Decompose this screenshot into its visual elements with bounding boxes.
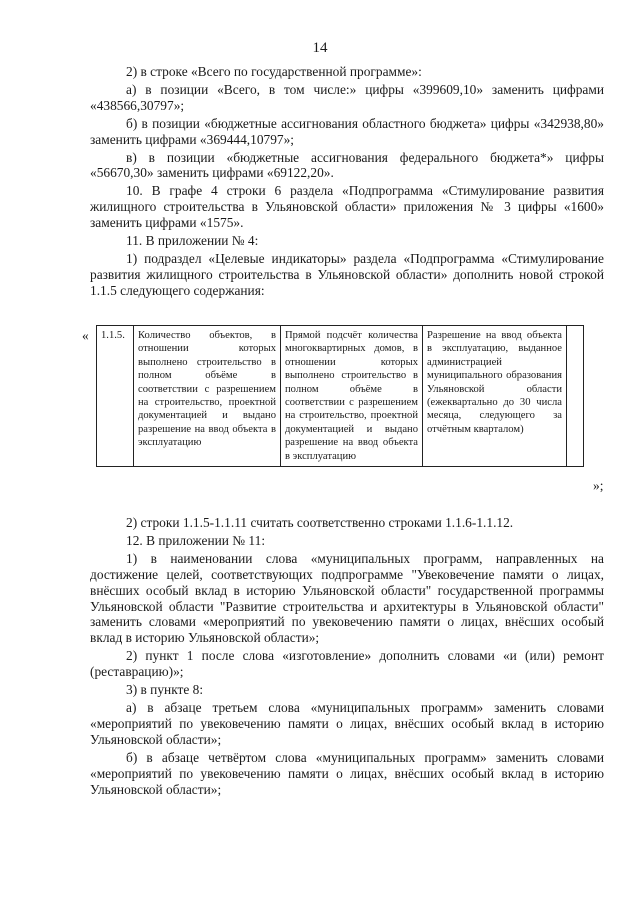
source-cell: Разрешение на ввод объекта в эксплуатацию, выданное администрацией муниципального образования Ульяновской области (ежеквартально до 30 числа месяца, следующего за отчётным кварталом) [423, 326, 567, 467]
empty-cell [567, 326, 584, 467]
paragraph: б) в позиции «бюджетные ассигнования областного бюджета» цифры «342938,80» заменить цифрами «369444,10797»; [90, 115, 604, 147]
paragraph: 2) пункт 1 после слова «изготовление» дополнить словами «и (или) ремонт (реставрацию)»; [90, 648, 604, 680]
quote-close: »; [593, 478, 604, 493]
table-row [97, 326, 584, 467]
text-block-bottom [90, 515, 604, 799]
paragraph: 3) в пункте 8: [126, 682, 204, 698]
paragraph: 10. В графе 4 строки 6 раздела «Подпрограмма «Стимулирование развития жилищного строительства в Ульяновской области» приложения № 3 цифры «1600» заменить цифрами «1575». [90, 183, 604, 231]
paragraph: 12. В приложении № 11: [126, 532, 266, 548]
page-number: 14 [312, 40, 328, 56]
paragraph: а) в абзаце третьем слова «муниципальных программ» заменить словами «мероприятий по увековечению памяти о лицах, внёсших особый вклад в историю Ульяновской области»; [90, 699, 604, 747]
paragraph: 1) подраздел «Целевые индикаторы» раздела «Подпрограмма «Стимулирование развития жилищного строительства в Ульяновской области» дополнить новой строкой 1.1.5 следующего содержания: [90, 250, 604, 298]
method-cell: Прямой подсчёт количества многоквартирных домов, в отношении которых выполнено строительство в полном объёме в соответствии с разрешением на строительство, проектной документацией и выдано разрешение на ввод объекта в эксплуатацию [281, 326, 423, 467]
paragraph: 2) строки 1.1.5-1.1.11 считать соответственно строками 1.1.6-1.1.12. [126, 515, 514, 530]
paragraph: в) в позиции «бюджетные ассигнования федерального бюджета*» цифры «56670,30» заменить цифрами «69122,20». [90, 149, 604, 181]
paragraph: 2) в строке «Всего по государственной программе»: [126, 64, 422, 79]
inserted-row-block [82, 325, 607, 497]
paragraph: 1) в наименовании слова «муниципальных программ, направленных на достижение целей, соответствующих подпрограмме "Увековечение памяти о лицах, внёсших особый вклад в историю Ульяновской области" государственной программы Ульяновской области "Развитие строительства и архитектуры в Ульяновской области" заменить словами «мероприятий по увековечению памяти о лицах, внёсших особый вклад в историю Ульяновской области»; [90, 550, 604, 646]
quote-open: « [82, 328, 89, 343]
indicator-cell: Количество объектов, в отношении которых выполнено строительство в полном объёме в соответствии с разрешением на строительство, проектной документацией и выдано разрешение на ввод объекта в эксплуатацию [134, 326, 281, 467]
paragraph: а) в позиции «Всего, в том числе:» цифры «399609,10» заменить цифрами «438566,30797»; [90, 81, 604, 113]
text-block-top [90, 64, 604, 301]
row-number: 1.1.5. [97, 326, 134, 467]
paragraph: 11. В приложении № 4: [126, 233, 259, 249]
indicator-table [96, 325, 584, 467]
paragraph: б) в абзаце четвёртом слова «муниципальных программ» заменить словами «мероприятий по увековечению памяти о лицах, внёсших особый вклад в историю Ульяновской области»; [90, 749, 604, 797]
